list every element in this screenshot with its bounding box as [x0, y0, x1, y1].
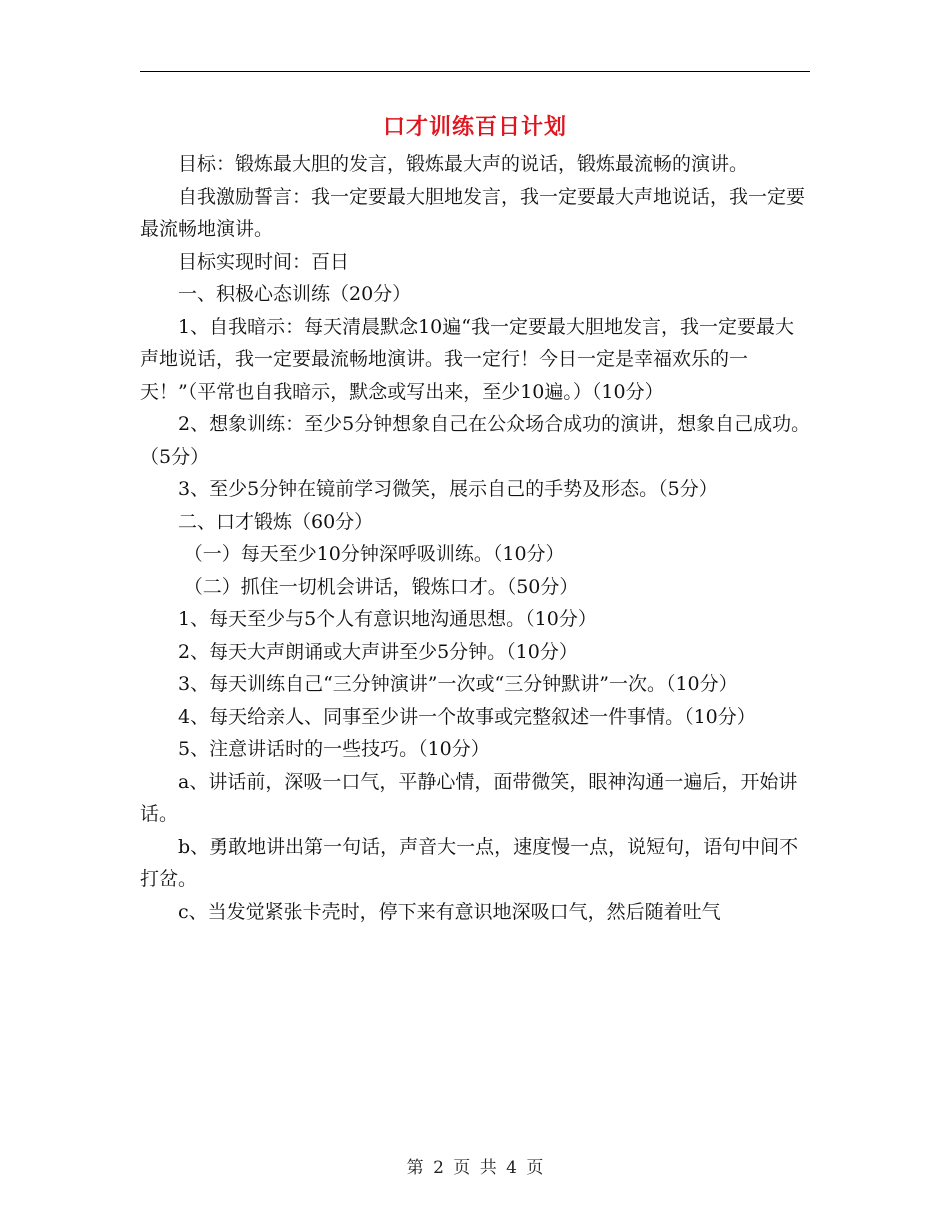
paragraph-oath: 自我激励誓言：我一定要最大胆地发言，我一定要最大声地说话，我一定要最流畅地演讲。	[140, 185, 806, 240]
section-heading-mindset: 一、积极心态训练（20分）	[178, 283, 412, 305]
paragraph-tip-b: b、勇敢地讲出第一句话，声音大一点，速度慢一点，说短句，语句中间不打岔。	[140, 835, 799, 890]
section-heading-speaking: 二、口才锻炼（60分）	[178, 510, 374, 533]
paragraph-opportunities: （二）抓住一切机会讲话，锻炼口才。（50分）	[183, 575, 579, 598]
document-body	[140, 148, 812, 928]
document-title: 口才训练百日计划	[382, 114, 567, 140]
paragraph-tip-a: a、讲话前，深吸一口气，平静心情，面带微笑，眼神沟通一遍后，开始讲话。	[140, 770, 798, 825]
paragraph-mirror: 3、至少5分钟在镜前学习微笑，展示自己的手势及形态。（5分）	[178, 478, 718, 500]
paragraph-self-suggestion: 1、自我暗示：每天清晨默念10遍“我一定要最大胆地发言，我一定要最大声地说话，我一定要最流畅地演讲。我一定行！今日一定是幸福欢乐的一天！”（平常也自我暗示，默念或写出来，至少10遍。）（10分）	[140, 315, 794, 403]
header-rule	[140, 71, 810, 72]
paragraph-three-minute: 3、每天训练自己“三分钟演讲”一次或“三分钟默讲”一次。（10分）	[178, 673, 738, 695]
paragraph-techniques: 5、注意讲话时的一些技巧。（10分）	[178, 738, 490, 760]
paragraph-story: 4、每天给亲人、同事至少讲一个故事或完整叙述一件事情。（10分）	[178, 705, 756, 728]
paragraph-tip-c: c、当发觉紧张卡壳时，停下来有意识地深吸口气，然后随着吐气	[178, 900, 721, 923]
page-footer: 第 2 页 共 4 页	[406, 1158, 544, 1178]
paragraph-read-aloud: 2、每天大声朗诵或大声讲至少5分钟。（10分）	[178, 640, 578, 663]
paragraph-goal: 目标：锻炼最大胆的发言，锻炼最大声的说话，锻炼最流畅的演讲。	[178, 153, 749, 175]
paragraph-time: 目标实现时间：百日	[178, 250, 350, 273]
paragraph-communicate: 1、每天至少与5个人有意识地沟通思想。（10分）	[178, 608, 597, 630]
paragraph-breathing: （一）每天至少10分钟深呼吸训练。（10分）	[183, 543, 565, 565]
paragraph-imagination: 2、想象训练：至少5分钟想象自己在公众场合成功的演讲，想象自己成功。（5分）	[140, 413, 811, 468]
